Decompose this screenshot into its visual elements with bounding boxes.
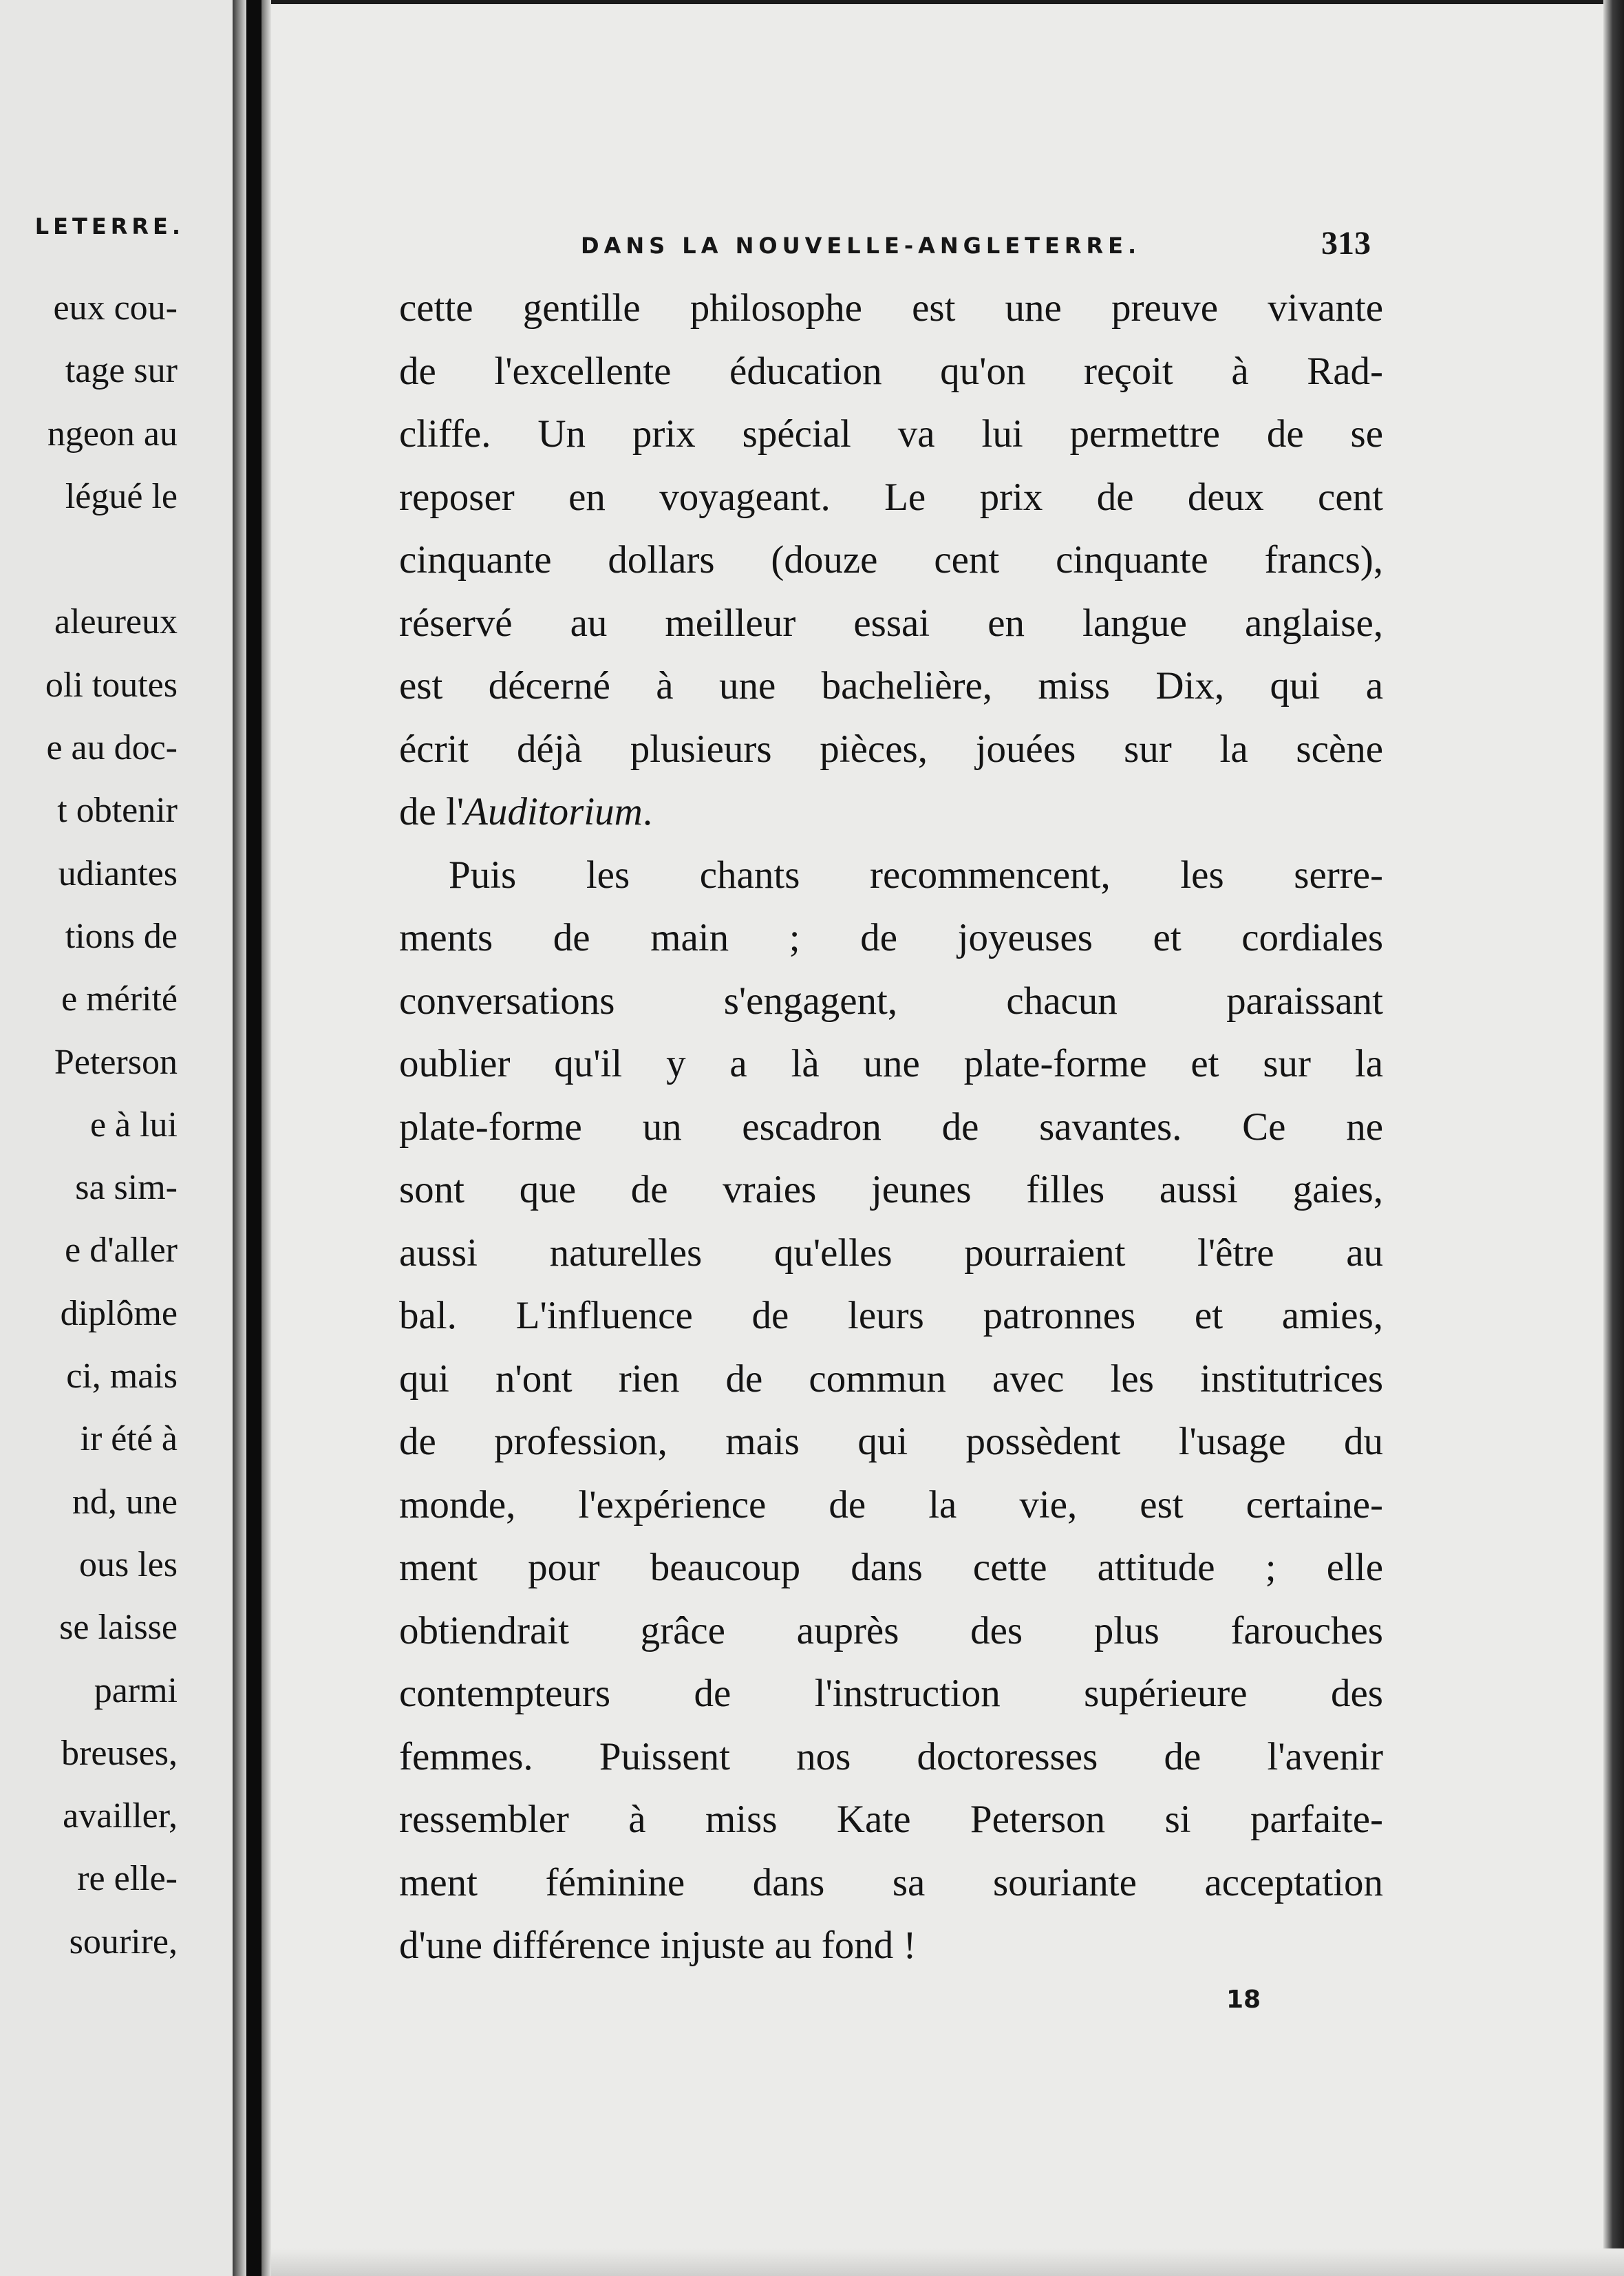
left-running-head: LETERRE. <box>34 213 184 240</box>
paragraph-1-line: cliffe. Un prix spécial va lui permettre de se <box>399 412 1383 456</box>
paragraph-2-line: ments de main ; de joyeuses et cordiales <box>399 916 1383 959</box>
left-text-line: e au doc- <box>46 728 178 768</box>
left-text-line: e mérité <box>61 979 178 1019</box>
binding-shadow <box>233 0 246 2276</box>
left-text-line: se laisse <box>59 1608 178 1648</box>
page-right-edge <box>1603 0 1624 2276</box>
left-text-line: availler, <box>63 1796 178 1836</box>
book-binding <box>246 0 261 2276</box>
left-text-line: diplôme <box>60 1293 178 1333</box>
paragraph-1-line: reposer en voyageant. Le prix de deux cent <box>399 475 1383 519</box>
left-page-fragment <box>0 0 233 2276</box>
left-text-line: parmi <box>94 1670 178 1710</box>
paragraph-2-last-line: d'une différence injuste au fond ! <box>399 1924 917 1967</box>
paragraph-1-line: de l'excellente éducation qu'on reçoit à Rad- <box>399 349 1383 393</box>
left-text-line: tions de <box>65 916 178 956</box>
paragraph-1-line: réservé au meilleur essai en langue anglaise, <box>399 601 1383 645</box>
paragraph-1-line: écrit déjà plusieurs pièces, jouées sur la scène <box>399 727 1383 771</box>
paragraph-1-line: est décerné à une bachelière, miss Dix, qui a <box>399 664 1383 708</box>
left-text-line: aleureux <box>54 602 178 642</box>
left-text-line: t obtenir <box>57 791 178 831</box>
last-line-suffix: . <box>642 790 653 833</box>
left-text-line: oli toutes <box>45 665 178 705</box>
paragraph-2-line: ressembler à miss Kate Peterson si parfaite- <box>399 1798 1383 1841</box>
left-text-line <box>0 528 178 591</box>
left-text-line: eux cou- <box>53 288 178 328</box>
signature-mark: 18 <box>1226 1986 1261 2014</box>
left-text-line: sa sim- <box>75 1168 178 1208</box>
left-text-line: ci, mais <box>66 1357 178 1396</box>
page-number: 313 <box>1321 225 1371 262</box>
left-text-line: re elle- <box>77 1859 178 1899</box>
paragraph-1-line: cette gentille philosophe est une preuve vivante <box>399 286 1383 330</box>
body-text <box>399 277 1383 1977</box>
left-text-line: breuses, <box>61 1733 178 1773</box>
page-bottom-shade <box>271 2248 1624 2276</box>
paragraph-2-line: bal. L'influence de leurs patronnes et amies, <box>399 1294 1383 1337</box>
paragraph-2-line: monde, l'expérience de la vie, est certaine- <box>399 1482 1383 1527</box>
paragraph-2-line: oublier qu'il y a là une plate-forme et sur la <box>399 1042 1383 1085</box>
paragraph-2-line: conversations s'engagent, chacun paraissant <box>399 979 1383 1023</box>
paragraph-1-line: cinquante dollars (douze cent cinquante francs), <box>399 538 1383 582</box>
paragraph-2-line: femmes. Puissent nos doctoresses de l'avenir <box>399 1734 1383 1778</box>
paragraph-2-line: ment pour beaucoup dans cette attitude ; elle <box>399 1546 1383 1589</box>
left-text-line: sourire, <box>69 1922 178 1961</box>
left-text-line: ir été à <box>80 1419 178 1459</box>
left-text-line: Peterson <box>54 1042 178 1082</box>
paragraph-2-line: obtiendrait grâce auprès des plus farouches <box>399 1608 1383 1652</box>
paragraph-2-line: Puis les chants recommencent, les serre- <box>449 853 1383 897</box>
running-head: DANS LA NOUVELLE-ANGLETERRE. <box>581 233 1142 259</box>
paragraph-2-line: qui n'ont rien de commun avec les institutrices <box>399 1357 1383 1401</box>
left-text-line: ous les <box>79 1544 178 1584</box>
left-text-line: e d'aller <box>65 1231 178 1270</box>
left-text-line: e à lui <box>89 1105 178 1145</box>
left-text-block <box>0 277 178 1973</box>
left-text-line: nd, une <box>72 1482 178 1522</box>
paragraph-2-line: de profession, mais qui possèdent l'usage du <box>399 1420 1383 1463</box>
last-line-prefix: de l' <box>399 790 464 833</box>
paragraph-2-line: aussi naturelles qu'elles pourraient l'être au <box>399 1231 1383 1275</box>
left-text-line: ngeon au <box>47 414 178 454</box>
left-text-line: légué le <box>65 476 178 516</box>
left-text-line: tage sur <box>65 351 178 391</box>
page-top-edge <box>271 0 1624 4</box>
left-text-line: udiantes <box>58 853 178 893</box>
auditorium-italic: Auditorium <box>464 790 643 833</box>
paragraph-2-line: contempteurs de l'instruction supérieure des <box>399 1672 1383 1715</box>
paragraph-2-line: ment féminine dans sa souriante acceptation <box>399 1860 1383 1904</box>
paragraph-2-line: plate-forme un escadron de savantes. Ce ne <box>399 1105 1383 1149</box>
paragraph-1-last-line <box>399 780 1383 844</box>
paragraph-2-line: sont que de vraies jeunes filles aussi gaies, <box>399 1168 1383 1211</box>
